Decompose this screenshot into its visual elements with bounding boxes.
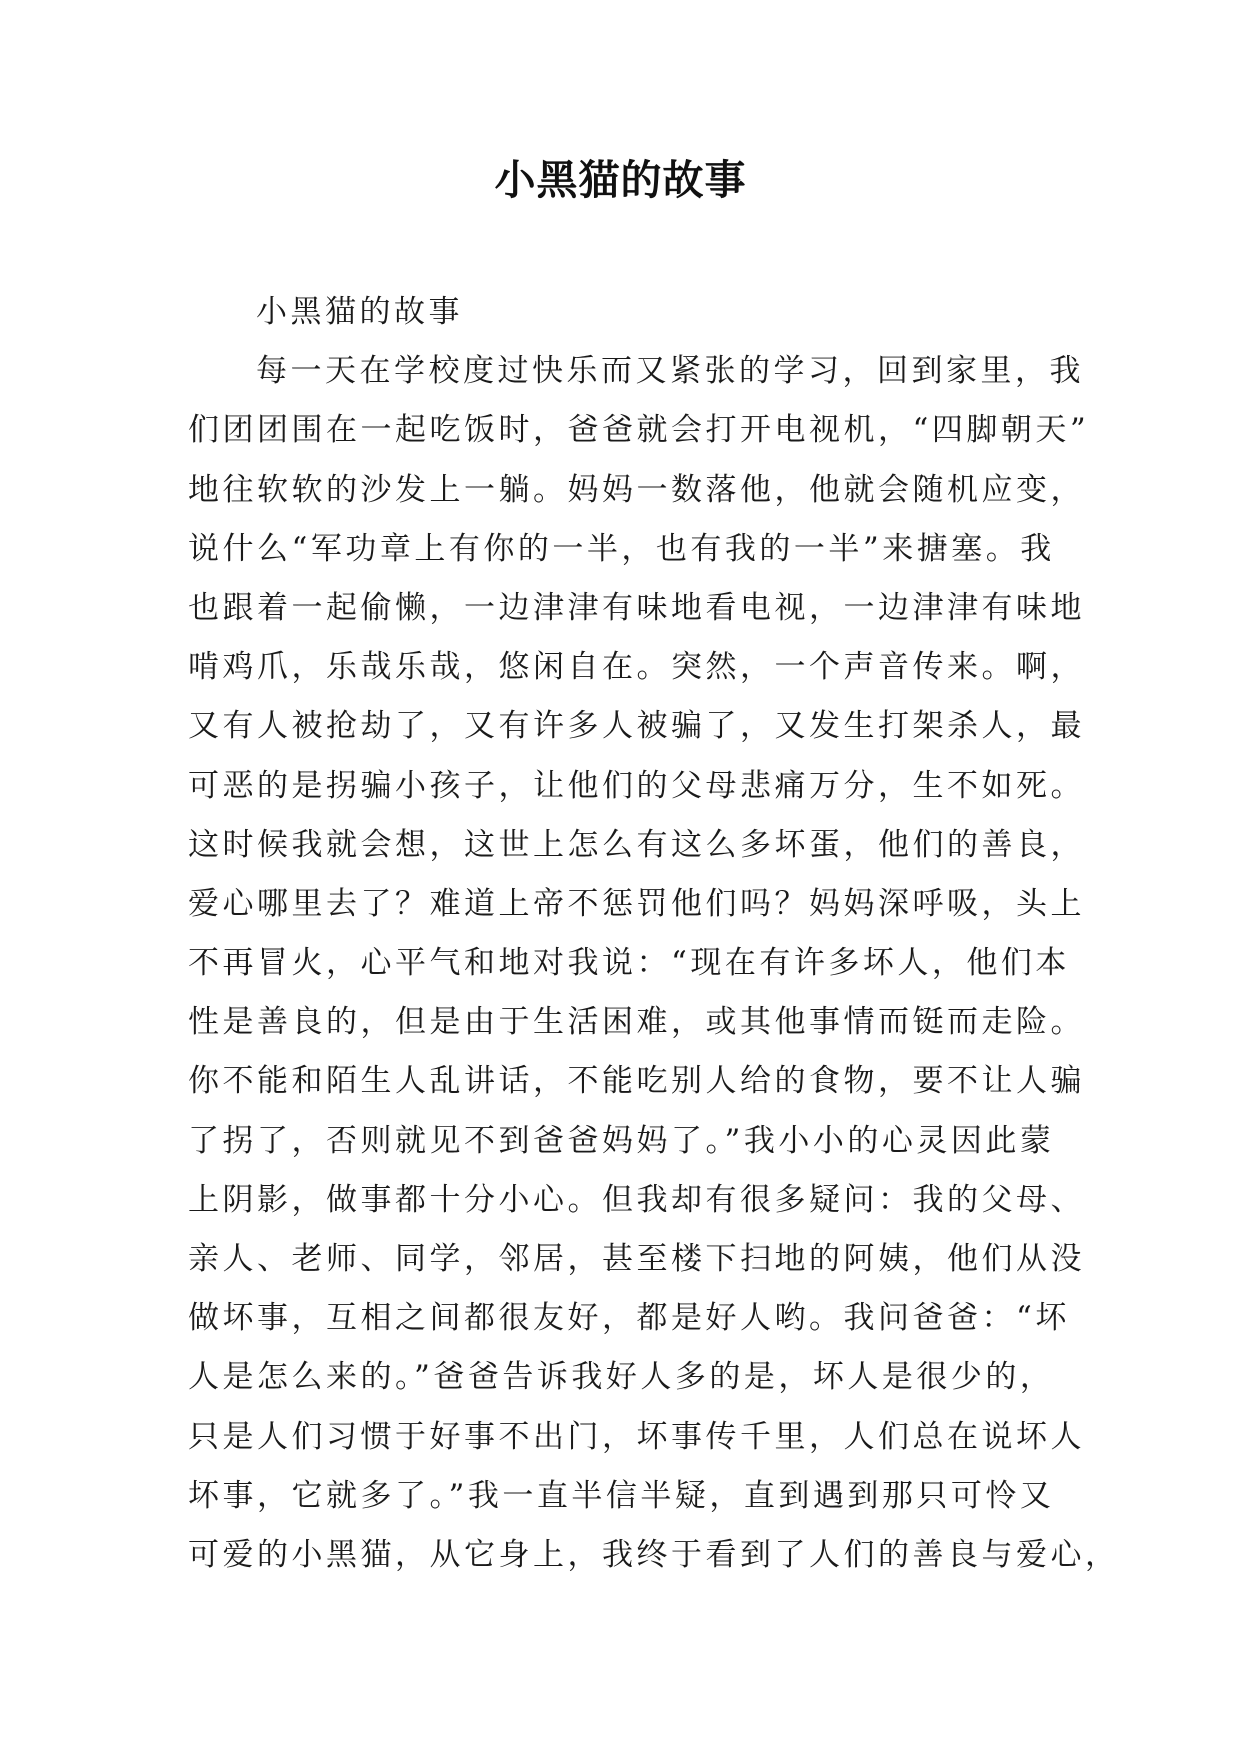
document-title: 小黑猫的故事 [494, 156, 747, 204]
text-line: 爱心哪里去了？难道上帝不惩罚他们吗？妈妈深呼吸，头上 [188, 885, 1085, 922]
text-line: 性是善良的，但是由于生活困难，或其他事情而铤而走险。 [188, 1004, 1085, 1041]
text-line: 又有人被抢劫了，又有许多人被骗了，又发生打架杀人，最 [188, 708, 1085, 745]
text-line: 每一天在学校度过快乐而又紧张的学习，回到家里，我 [256, 353, 1084, 390]
text-line: 坏事，它就多了。”我一直半信半疑，直到遇到那只可怜又 [188, 1477, 1055, 1514]
text-line: 啃鸡爪，乐哉乐哉，悠闲自在。突然，一个声音传来。啊， [188, 649, 1085, 686]
text-line: 亲人、老师、同学，邻居，甚至楼下扫地的阿姨，他们从没 [188, 1241, 1085, 1277]
text-line: 们团团围在一起吃饭时，爸爸就会打开电视机，“四脚朝天” [188, 412, 1090, 449]
text-line: 只是人们习惯于好事不出门，坏事传千里，人们总在说坏人 [188, 1418, 1085, 1455]
text-line: 上阴影，做事都十分小心。但我却有很多疑问：我的父母、 [188, 1181, 1085, 1218]
text-line: 这时候我就会想，这世上怎么有这么多坏蛋，他们的善良， [188, 826, 1085, 863]
text-line: 人是怎么来的。”爸爸告诉我好人多的是，坏人是很少的， [188, 1359, 1055, 1396]
text-line: 地往软软的沙发上一躺。妈妈一数落他，他就会随机应变， [188, 471, 1085, 508]
text-line: 可爱的小黑猫，从它身上，我终于看到了人们的善良与爱心， [188, 1536, 1120, 1573]
text-line: 也跟着一起偷懒，一边津津有味地看电视，一边津津有味地 [188, 589, 1085, 626]
paragraph-heading: 小黑猫的故事 [256, 294, 463, 330]
text-line: 说什么“军功章上有你的一半，也有我的一半”来搪塞。我 [188, 530, 1055, 567]
text-line: 可恶的是拐骗小孩子，让他们的父母悲痛万分，生不如死。 [188, 767, 1085, 804]
text-line: 你不能和陌生人乱讲话，不能吃别人给的食物，要不让人骗 [188, 1063, 1085, 1100]
document-body [188, 283, 1120, 1585]
text-line: 不再冒火，心平气和地对我说：“现在有许多坏人，他们本 [188, 945, 1070, 982]
text-line: 了拐了，否则就见不到爸爸妈妈了。”我小小的心灵因此蒙 [188, 1122, 1055, 1159]
text-line: 做坏事，互相之间都很友好，都是好人哟。我问爸爸：“坏 [188, 1300, 1070, 1337]
